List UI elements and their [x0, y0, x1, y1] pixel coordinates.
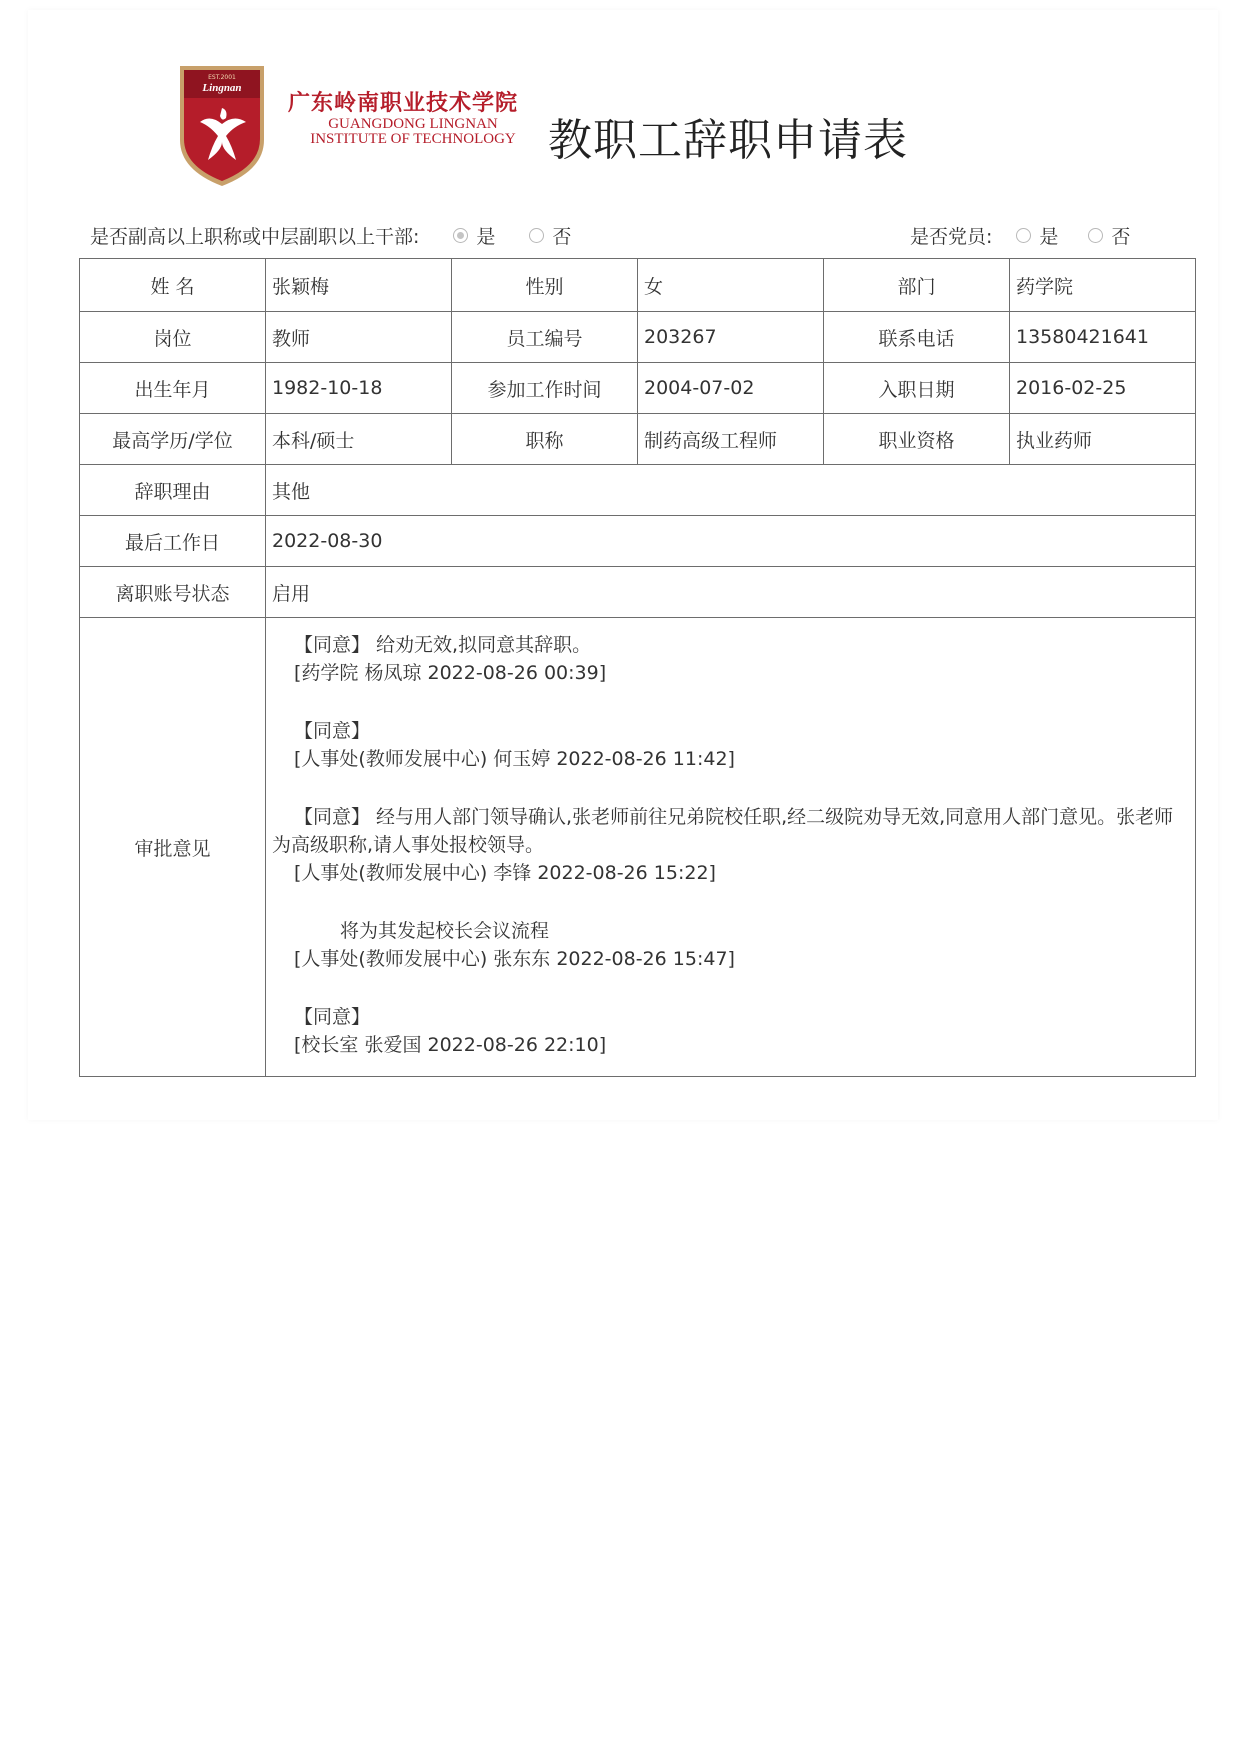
phone-label: 联系电话 — [824, 312, 1010, 363]
approval-opinion-text: 【同意】 给劝无效,拟同意其辞职。 — [294, 634, 592, 656]
post-value: 教师 — [266, 312, 452, 363]
cadre-question — [90, 222, 571, 248]
reason-label: 辞职理由 — [80, 465, 266, 516]
table-row — [80, 567, 1196, 618]
last-day-value: 2022-08-30 — [266, 516, 1196, 567]
party-yes-label: 是 — [1039, 225, 1059, 248]
shield-est-text: EST.2001 — [208, 74, 236, 81]
school-shield-logo — [176, 62, 268, 188]
party-yes-radio[interactable] — [1016, 228, 1031, 243]
table-row — [80, 465, 1196, 516]
approval-entry — [272, 1003, 1189, 1059]
cadre-no-label: 否 — [552, 225, 572, 248]
department-label: 部门 — [824, 259, 1010, 312]
department-value: 药学院 — [1010, 259, 1196, 312]
approval-entry — [272, 717, 1189, 773]
approval-label: 审批意见 — [80, 618, 266, 1077]
party-no-label: 否 — [1111, 225, 1131, 248]
work-start-label: 参加工作时间 — [452, 363, 638, 414]
employee-id-value: 203267 — [638, 312, 824, 363]
table-row — [80, 259, 1196, 312]
party-question-label: 是否党员: — [910, 225, 993, 248]
approval-opinion-text: 【同意】 — [294, 1006, 371, 1028]
shield-lingnan-text: Lingnan — [202, 82, 242, 94]
table-row — [80, 618, 1196, 1077]
account-status-value: 启用 — [266, 567, 1196, 618]
last-day-label: 最后工作日 — [80, 516, 266, 567]
approval-entry — [272, 803, 1189, 887]
table-row — [80, 414, 1196, 465]
form-header — [176, 60, 1076, 200]
post-label: 岗位 — [80, 312, 266, 363]
qualification-value: 执业药师 — [1010, 414, 1196, 465]
birth-label: 出生年月 — [80, 363, 266, 414]
gender-value: 女 — [638, 259, 824, 312]
party-no-radio[interactable] — [1088, 228, 1103, 243]
form-title: 教职工辞职申请表 — [548, 115, 908, 166]
approval-attribution: [药学院 杨凤琼 2022-08-26 00:39] — [294, 662, 607, 684]
cadre-yes-radio[interactable] — [453, 228, 468, 243]
approval-entry — [272, 917, 1189, 973]
birth-value: 1982-10-18 — [266, 363, 452, 414]
table-row — [80, 312, 1196, 363]
title-value: 制药高级工程师 — [638, 414, 824, 465]
approval-attribution: [校长室 张爱国 2022-08-26 22:10] — [294, 1034, 607, 1056]
party-question — [910, 222, 1130, 248]
approval-opinions — [266, 618, 1196, 1077]
school-name-cn: 广东岭南职业技术学院 — [288, 91, 519, 116]
gender-label: 性别 — [452, 259, 638, 312]
name-value: 张颖梅 — [266, 259, 452, 312]
cadre-no-radio[interactable] — [529, 228, 544, 243]
reason-value: 其他 — [266, 465, 1196, 516]
resignation-form-table — [79, 258, 1196, 1077]
approval-opinion-text: 将为其发起校长会议流程 — [340, 920, 550, 942]
phone-value: 13580421641 — [1010, 312, 1196, 363]
table-row — [80, 516, 1196, 567]
employee-id-label: 员工编号 — [452, 312, 638, 363]
school-name-block — [288, 86, 538, 147]
qualification-label: 职业资格 — [824, 414, 1010, 465]
education-value: 本科/硕士 — [266, 414, 452, 465]
cadre-question-label: 是否副高以上职称或中层副职以上干部: — [90, 225, 420, 248]
work-start-value: 2004-07-02 — [638, 363, 824, 414]
name-label: 姓 名 — [80, 259, 266, 312]
approval-opinion-text: 【同意】 经与用人部门领导确认,张老师前往兄弟院校任职,经二级院劝导无效,同意用人部门意见。张老师为高级职称,请人事处报校领导。 — [272, 806, 1174, 856]
approval-attribution: [人事处(教师发展中心) 何玉婷 2022-08-26 11:42] — [294, 748, 735, 770]
approval-entry — [272, 631, 1189, 687]
school-name-en-line2: INSTITUTE OF TECHNOLOGY — [310, 131, 516, 147]
account-status-label: 离职账号状态 — [80, 567, 266, 618]
table-row — [80, 363, 1196, 414]
approval-opinion-text: 【同意】 — [294, 720, 371, 742]
join-date-value: 2016-02-25 — [1010, 363, 1196, 414]
join-date-label: 入职日期 — [824, 363, 1010, 414]
school-name-en-line1: GUANGDONG LINGNAN — [328, 116, 498, 132]
approval-attribution: [人事处(教师发展中心) 张东东 2022-08-26 15:47] — [294, 948, 735, 970]
title-label: 职称 — [452, 414, 638, 465]
cadre-yes-label: 是 — [476, 225, 496, 248]
approval-attribution: [人事处(教师发展中心) 李锋 2022-08-26 15:22] — [294, 862, 716, 884]
education-label: 最高学历/学位 — [80, 414, 266, 465]
